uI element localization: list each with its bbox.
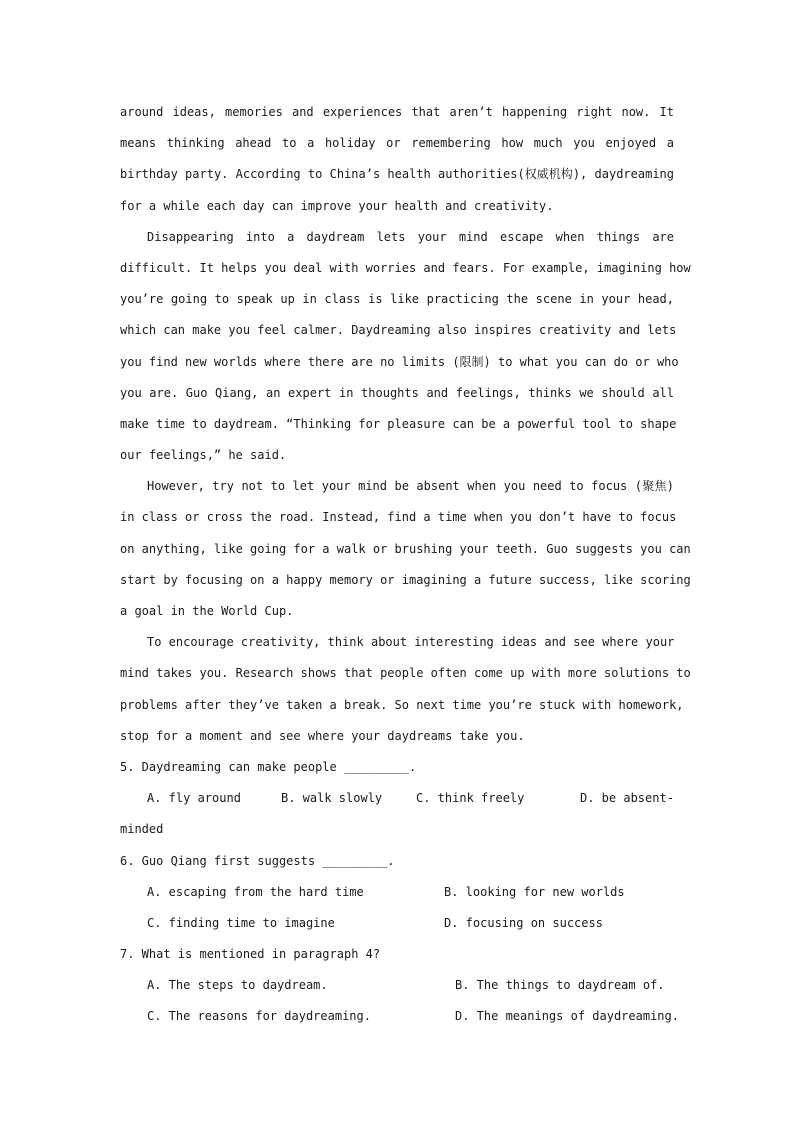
paragraph-2 — [120, 222, 691, 472]
options-row — [120, 1001, 679, 1032]
option-c: C. The reasons for daydreaming. — [147, 1009, 371, 1024]
text-line: around ideas, memories and experiences that aren’t happening right now. It — [120, 105, 674, 119]
question-stem: 5. Daydreaming can make people _________. — [120, 759, 417, 774]
text-line: our feelings,” he said. — [120, 448, 287, 463]
text-line: difficult. It helps you deal with worries and fears. For example, imagining how — [120, 260, 691, 275]
text-line: for a while each day can improve your health and creativity. — [120, 198, 554, 213]
text-line: To encourage creativity, think about interesting ideas and see where your — [147, 635, 675, 650]
text-line: you’re going to speak up in class is like practicing the scene in your head, — [120, 292, 674, 307]
text-line: stop for a moment and see where your daydreams take you. — [120, 728, 525, 743]
options-row — [120, 783, 674, 814]
option-b: B. The things to daydream of. — [455, 978, 665, 993]
option-a: A. The steps to daydream. — [147, 978, 328, 993]
option-b: B. looking for new worlds — [444, 884, 625, 899]
text-line: means thinking ahead to a holiday or remembering how much you enjoyed a — [120, 136, 674, 151]
question-6 — [120, 846, 674, 940]
paragraph-3 — [120, 471, 691, 627]
text-line: However, try not to let your mind be absent when you need to focus (聚焦) — [147, 479, 674, 494]
question-stem: 7. What is mentioned in paragraph 4? — [120, 947, 381, 962]
document-body — [120, 97, 691, 1033]
text-line: Disappearing into a daydream lets your mind escape when things are — [147, 229, 674, 244]
text-line: make time to daydream. “Thinking for pleasure can be a powerful tool to shape — [120, 416, 677, 431]
option-c: C. finding time to imagine — [147, 915, 335, 930]
options-row — [120, 970, 674, 1001]
option-d: D. be absent- — [580, 791, 674, 806]
text-line: start by focusing on a happy memory or imagining a future success, like scoring — [120, 572, 691, 587]
option-d-continued: minded — [120, 822, 164, 837]
options-row — [120, 908, 674, 939]
text-line: birthday party. According to China’s health authorities(权威机构), daydreaming — [120, 167, 674, 182]
text-line: which can make you feel calmer. Daydreaming also inspires creativity and lets — [120, 323, 677, 338]
question-stem: 6. Guo Qiang first suggests _________. — [120, 853, 395, 868]
option-d: D. The meanings of daydreaming. — [455, 1009, 679, 1024]
option-a: A. escaping from the hard time — [147, 884, 364, 899]
option-c: C. think freely — [416, 791, 525, 806]
options-row — [120, 877, 674, 908]
option-a: A. fly around — [147, 791, 241, 806]
paragraph-4 — [120, 627, 691, 752]
text-line: mind takes you. Research shows that people often come up with more solutions to — [120, 666, 691, 681]
text-line: in class or cross the road. Instead, find a time when you don’t have to focus — [120, 510, 677, 525]
text-line: problems after they’ve taken a break. So next time you’re stuck with homework, — [120, 697, 684, 712]
text-line: you are. Guo Qiang, an expert in thoughts and feelings, thinks we should all — [120, 385, 674, 400]
text-line: a goal in the World Cup. — [120, 604, 294, 618]
paragraph-1 — [120, 97, 674, 222]
option-d: D. focusing on success — [444, 915, 603, 930]
text-line: you find new worlds where there are no limits (限制) to what you can do or who — [120, 354, 679, 369]
question-5 — [120, 752, 674, 846]
question-7 — [120, 939, 679, 1033]
text-line: on anything, like going for a walk or brushing your teeth. Guo suggests you can — [120, 541, 691, 556]
option-b: B. walk slowly — [281, 791, 383, 806]
